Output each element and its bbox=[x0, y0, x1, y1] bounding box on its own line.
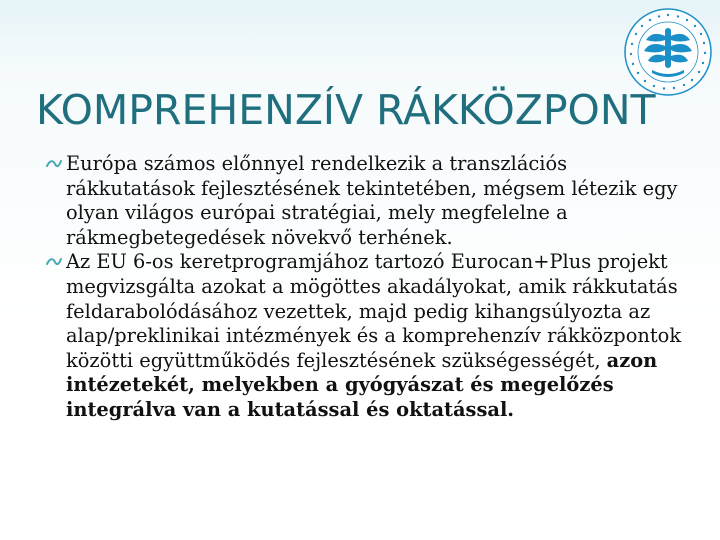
slide-title: KOMPREHENZÍV RÁKKÖZPONT bbox=[36, 86, 656, 134]
bullet-text-2-regular: Az EU 6-os keretprogramjához tartozó Eurocan+Plus projekt megvizsgálta azokat a mögöttes akadályokat, amik rákkutatás feldarabolódásához vezettek, majd pedig kihangsúlyozta az alap/preklinikai intézmények és a komprehenzív rákközpontok közötti együttműködés fejlesztésének szükségességét, bbox=[66, 250, 682, 372]
header-band bbox=[0, 0, 720, 70]
bullet-text-2-bold: azon intézetekét, melyekben a gyógyászat és megelőzés integrálva van a kutatással és oktatással. bbox=[66, 348, 658, 421]
bullet-item-1 bbox=[44, 152, 684, 250]
wave-bullet-icon bbox=[46, 157, 62, 171]
slide-body bbox=[44, 152, 684, 423]
wave-bullet-icon bbox=[46, 255, 62, 269]
bullet-item-2 bbox=[44, 250, 684, 422]
bullet-text-1: Európa számos előnnyel rendelkezik a transzlációs rákkutatások fejlesztésének tekintetében, mégsem létezik egy olyan világos európai stratégiai, mely megfelelne a rákmegbetegedések növekvő terhének. bbox=[66, 152, 678, 249]
institute-logo-icon bbox=[622, 6, 714, 98]
